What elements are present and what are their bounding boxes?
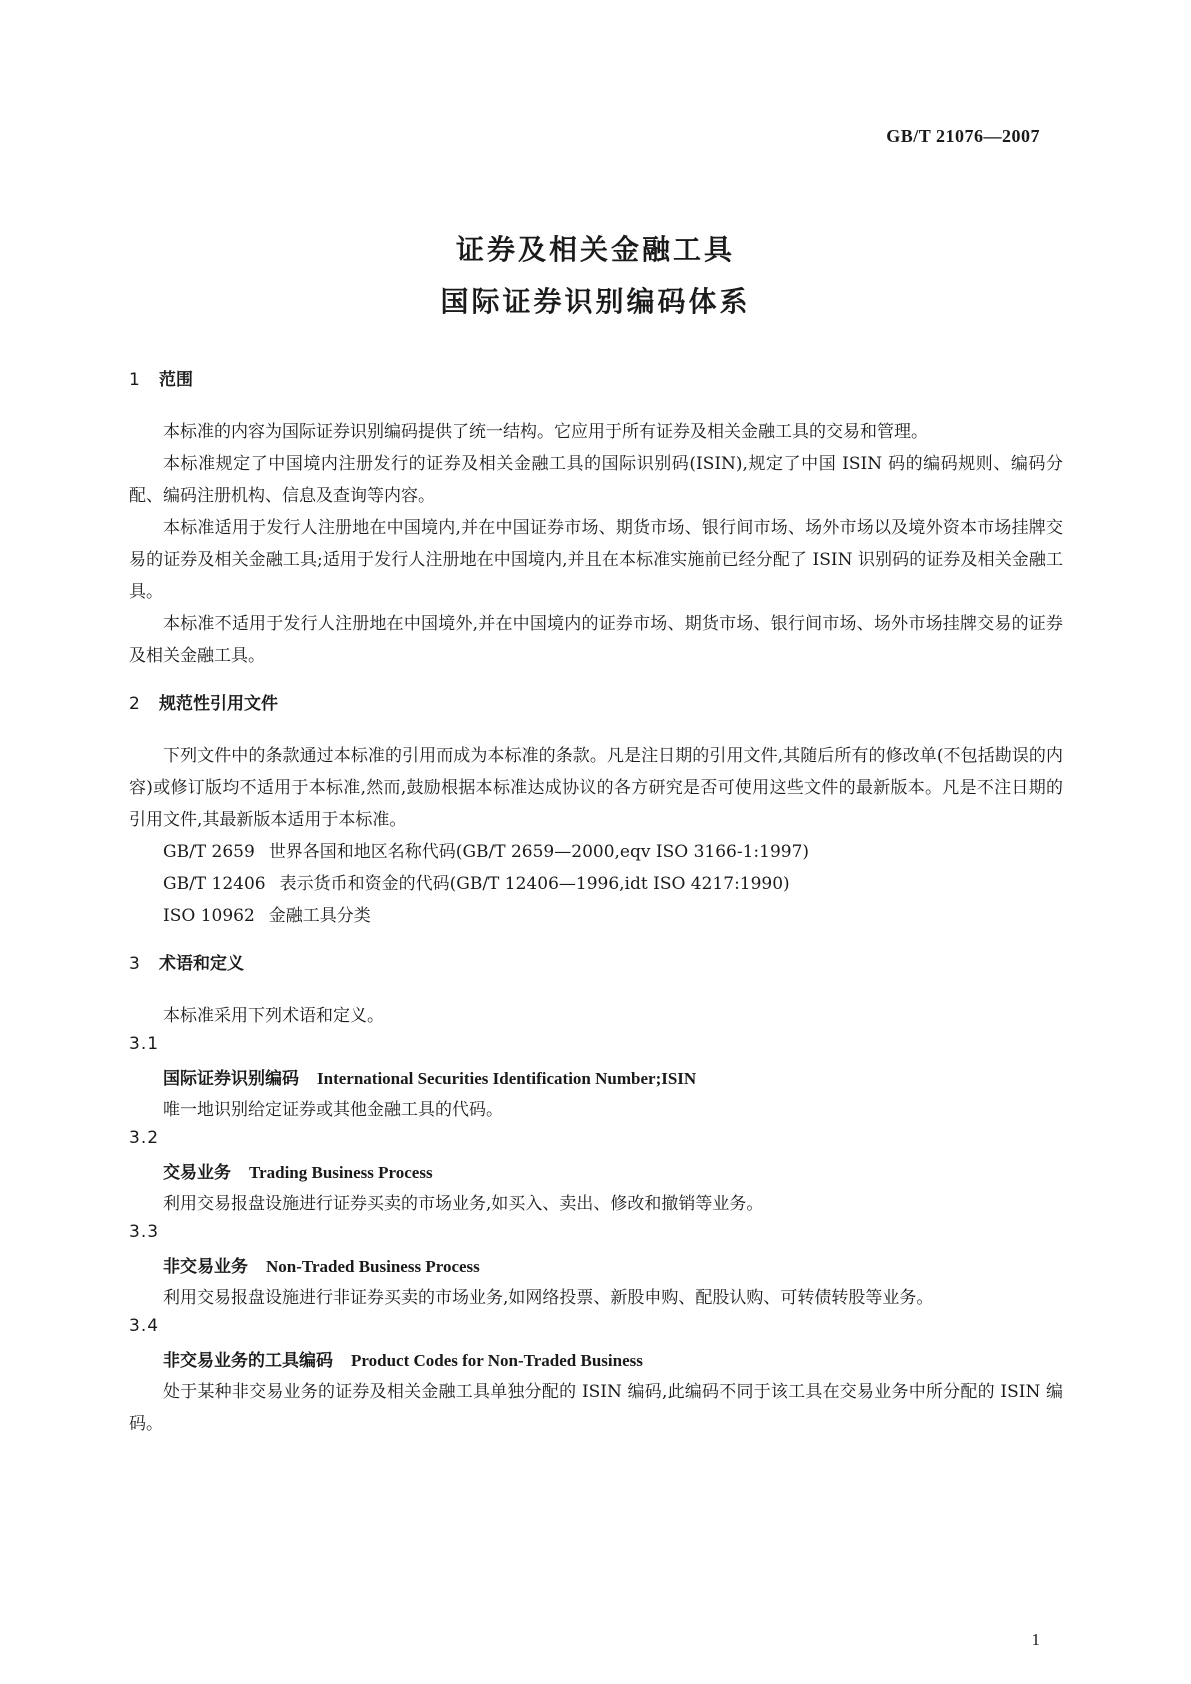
term-number: 3.2 — [129, 1128, 160, 1148]
term-english: Trading Business Process — [249, 1163, 433, 1182]
section-3-heading — [129, 952, 1063, 976]
reference-title: 表示货币和资金的代码(GB/T 12406—1996,idt ISO 4217:1990) — [279, 874, 790, 894]
section-title: 范围 — [159, 370, 193, 390]
section-2-heading — [129, 692, 1063, 716]
term-definition: 处于某种非交易业务的证券及相关金融工具单独分配的 ISIN 编码,此编码不同于该工具在交易业务中所分配的 ISIN 编码。 — [129, 1382, 1063, 1434]
page-number: 1 — [1031, 1630, 1040, 1649]
term-number: 3.1 — [129, 1034, 160, 1054]
term-chinese: 非交易业务 — [163, 1257, 248, 1277]
paragraph: 本标准规定了中国境内注册发行的证券及相关金融工具的国际识别码(ISIN),规定了中国 ISIN 码的编码规则、编码分配、编码注册机构、信息及查询等内容。 — [129, 454, 1063, 506]
reference-item — [129, 868, 1063, 900]
term-number: 3.3 — [129, 1222, 160, 1242]
reference-title: 世界各国和地区名称代码(GB/T 2659—2000,eqv ISO 3166-1:1997) — [268, 842, 810, 862]
term-english: International Securities Identification Number;ISIN — [317, 1069, 697, 1088]
term-heading — [129, 1252, 1063, 1282]
term-definition: 唯一地识别给定证券或其他金融工具的代码。 — [163, 1100, 503, 1120]
document-title-line1: 证券及相关金融工具 — [455, 233, 735, 266]
reference-item — [129, 836, 1063, 868]
document-body — [129, 368, 1063, 1440]
term-english: Non-Traded Business Process — [266, 1257, 480, 1276]
section-number: 1 — [129, 370, 140, 390]
standard-number: GB/T 21076—2007 — [886, 126, 1040, 146]
term-definition: 利用交易报盘设施进行证券买卖的市场业务,如买入、卖出、修改和撤销等业务。 — [163, 1194, 764, 1214]
section-title: 术语和定义 — [159, 954, 244, 974]
paragraph: 本标准采用下列术语和定义。 — [163, 1006, 384, 1026]
term-number: 3.4 — [129, 1316, 160, 1336]
reference-item — [129, 900, 1063, 932]
reference-code: GB/T 2659 — [163, 842, 255, 862]
paragraph: 下列文件中的条款通过本标准的引用而成为本标准的条款。凡是注日期的引用文件,其随后所有的修改单(不包括勘误的内容)或修订版均不适用于本标准,然而,鼓励根据本标准达成协议的各方研究是否可使用这些文件的最新版本。凡是不注日期的引用文件,其最新版本适用于本标准。 — [129, 746, 1063, 830]
term-chinese: 非交易业务的工具编码 — [163, 1351, 333, 1371]
reference-code: ISO 10962 — [163, 906, 255, 926]
section-title: 规范性引用文件 — [159, 694, 278, 714]
paragraph: 本标准适用于发行人注册地在中国境内,并在中国证券市场、期货市场、银行间市场、场外市场以及境外资本市场挂牌交易的证券及相关金融工具;适用于发行人注册地在中国境内,并且在本标准实施前已经分配了 ISIN 识别码的证券及相关金融工具。 — [129, 518, 1063, 602]
reference-title: 金融工具分类 — [268, 906, 371, 926]
term-heading — [129, 1064, 1063, 1094]
reference-code: GB/T 12406 — [163, 874, 266, 894]
section-1-heading — [129, 368, 1063, 392]
term-heading — [129, 1158, 1063, 1188]
paragraph: 本标准不适用于发行人注册地在中国境外,并在中国境内的证券市场、期货市场、银行间市场、场外市场挂牌交易的证券及相关金融工具。 — [129, 614, 1063, 666]
paragraph: 本标准的内容为国际证券识别编码提供了统一结构。它应用于所有证券及相关金融工具的交易和管理。 — [163, 422, 928, 442]
term-heading — [129, 1346, 1063, 1376]
section-number: 3 — [129, 954, 140, 974]
document-title-line2: 国际证券识别编码体系 — [440, 285, 751, 318]
term-english: Product Codes for Non-Traded Business — [351, 1351, 643, 1370]
term-chinese: 国际证券识别编码 — [163, 1069, 299, 1089]
term-chinese: 交易业务 — [163, 1163, 231, 1183]
term-definition: 利用交易报盘设施进行非证券买卖的市场业务,如网络投票、新股申购、配股认购、可转债转股等业务。 — [163, 1288, 934, 1308]
section-number: 2 — [129, 694, 140, 714]
